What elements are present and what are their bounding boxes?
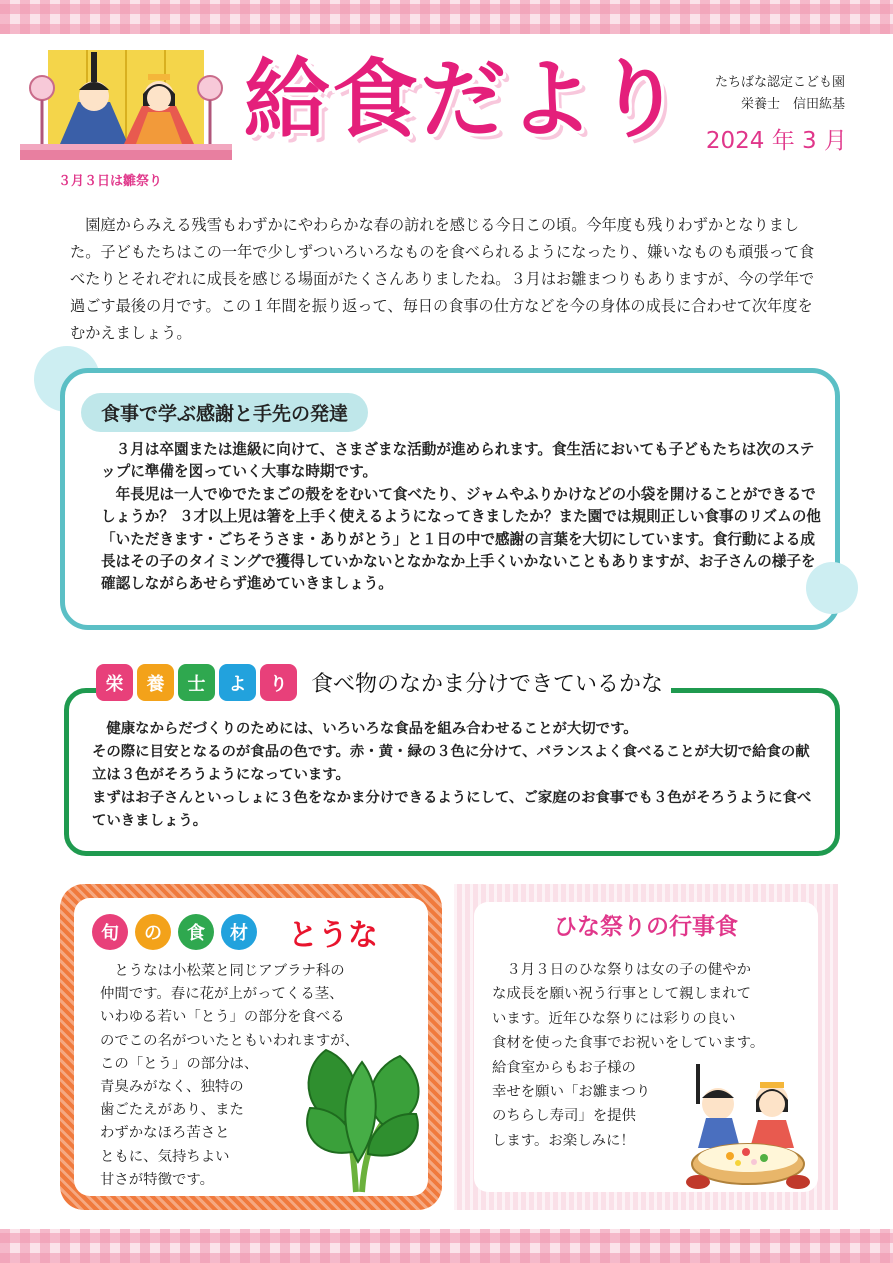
bottom-gingham-border (0, 1229, 893, 1263)
seasonal-line: 甘さが特徴です。 (100, 1171, 214, 1188)
newsletter-title: 給食だより (244, 50, 684, 150)
hina-line: 食材を使った食事でお祝いをしています。 (492, 1035, 765, 1052)
nutrition-header (96, 664, 671, 701)
seasonal-line: わずかなほろ苦さと (100, 1125, 230, 1142)
seasonal-header (92, 910, 378, 954)
gratitude-body (101, 439, 821, 596)
seasonal-tile: 食 (178, 914, 214, 950)
hina-line: します。お楽しみに！ (492, 1132, 635, 1149)
nutrition-paragraph: その際に目安となるのが食品の色です。赤・黄・緑の３色に分けて、バランスよく食べることが大切で給食の献立は３色がそろうようになっています。 (92, 744, 810, 783)
chirashi-sushi-illustration (684, 1064, 812, 1194)
hina-line: な成長を願い祝う行事として親しまれて (492, 986, 752, 1003)
hina-line: 給食室からもお子様の (492, 1059, 636, 1076)
hina-line: ３月３日のひな祭りは女の子の健やか (492, 962, 752, 978)
hina-dolls-illustration (20, 40, 232, 160)
nutrition-paragraph: 健康なからだづくりのためには、いろいろな食品を組み合わせることが大切です。 (92, 721, 638, 737)
seasonal-line: のでこの名がついたともいわれますが、 (100, 1032, 360, 1049)
seasonal-line: この「とう」の部分は、 (100, 1055, 259, 1072)
hina-heading: ひな祭りの行事食 (554, 914, 738, 940)
hina-line: のちらし寿司」を提供 (492, 1108, 636, 1125)
nutrition-body (92, 718, 820, 833)
seasonal-line: とうなは小松菜と同じアブラナ科の (100, 963, 345, 979)
title-tile: 養 (137, 664, 174, 701)
decorative-circle (806, 562, 858, 614)
author-name: 栄養士 信田紘基 (740, 97, 845, 112)
seasonal-tile: 旬 (92, 914, 128, 950)
top-gingham-border (0, 0, 893, 34)
ingredient-name: とうな (288, 918, 378, 953)
seasonal-line: 歯ごたえがあり、また (100, 1102, 244, 1119)
seasonal-line: 青臭みがなく、独特の (100, 1079, 244, 1096)
gratitude-paragraph: ３月は卒園または進級に向けて、さまざまな活動が進められます。食生活においても子どもたちは次のステップに準備を図っていく大事な時期です。 (101, 441, 815, 481)
nutrition-subtitle: 食べ物のなかま分けできているかな (311, 672, 664, 697)
organization-name: たちばな認定こども園 (714, 75, 845, 90)
seasonal-tile: の (135, 914, 171, 950)
title-tile: 士 (178, 664, 215, 701)
title-tile: 栄 (96, 664, 133, 701)
hina-line: います。近年ひな祭りには彩りの良い (492, 1010, 736, 1027)
seasonal-line: 仲間です。春に花が上がってくる茎、 (100, 986, 344, 1003)
seasonal-line: いわゆる若い「とう」の部分を食べる (100, 1009, 345, 1026)
seasonal-tile: 材 (221, 914, 257, 950)
gratitude-section (60, 368, 840, 630)
gratitude-paragraph: 年長児は一人でゆでたまごの殻ををむいて食べたり、ジャムやふりかけなどの小袋を開けることができるでしょうか？ ３才以上児は箸を上手く使えるようになってきましたか？また園では規則正しい食事のリズムの他「いただきます・ごちそうさま・ありがとう」と１日の中で感謝の言葉を大切にしています。食行動による成長はその子のタイミングで獲得していかないとなかなか上手くいかないこともありますが、お子さんの様子を確認しながらあせらず進めていきましょう。 (101, 485, 821, 593)
illustration-caption: ３月３日は雛祭り (58, 174, 163, 189)
hina-line: 幸せを願い「お雛まつり (492, 1084, 651, 1101)
issue-date: 2024 年 3 月 (705, 128, 847, 154)
title-tile: よ (219, 664, 256, 701)
seasonal-line: ともに、気持ちよい (100, 1148, 230, 1165)
nutrition-paragraph: まずはお子さんといっしょに３色をなかま分けできるようにして、ご家庭のお食事でも３色がそろうように食べていきましょう。 (92, 790, 812, 829)
gratitude-heading: 食事で学ぶ感謝と手先の発達 (81, 393, 368, 432)
title-tile: り (260, 664, 297, 701)
spinach-illustration (296, 1042, 428, 1198)
intro-paragraph: 園庭からみえる残雪もわずかにやわらかな春の訪れを感じる今日この頃。今年度も残りわずかとなりました。子どもたちはこの一年で少しずついろいろなものを食べられるようになったり、嫌いなものも頑張って食べたりとそれぞれに成長を感じる場面がたくさんありましたね。３月はお雛まつりもありますが、今の学年で過ごす最後の月です。この１年間を振り返って、毎日の食事の仕方などを今の身体の成長に合わせて次年度をむかえましょう。 (70, 216, 815, 342)
publisher-info (715, 72, 845, 116)
